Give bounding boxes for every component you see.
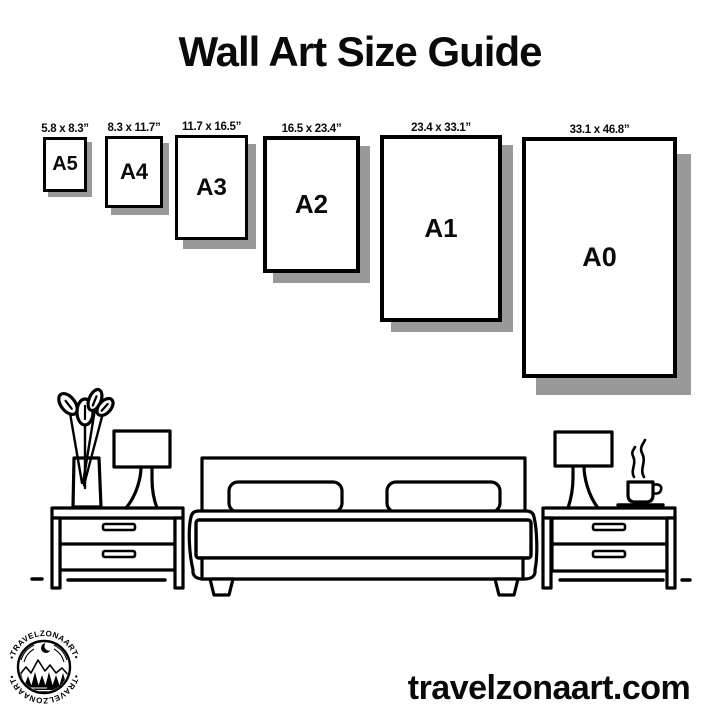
nightstand-leg	[543, 518, 551, 588]
lamp-base	[126, 467, 141, 508]
lamp-shade	[555, 432, 612, 466]
nightstand-right	[543, 508, 675, 588]
cup-body	[628, 482, 653, 502]
lamp-base	[152, 467, 157, 508]
nightstand-leg	[52, 518, 60, 588]
nightstand-leg	[175, 518, 183, 588]
lamp-shade	[114, 431, 170, 467]
frame-dimensions-a4: 8.3 x 11.7”	[107, 122, 161, 134]
lamp-base	[568, 466, 573, 508]
frame-dimensions-a5: 5.8 x 8.3”	[41, 123, 89, 135]
logo-text-bottom: •TRAVELZONAART•	[7, 673, 81, 706]
double-bed	[189, 458, 537, 595]
plant-leaves	[55, 388, 116, 425]
pillow-left	[229, 482, 342, 512]
frame-code-a4: A4	[119, 159, 149, 184]
size-frame-a1	[380, 122, 502, 322]
frame-dimensions-a0: 33.1 x 46.8”	[569, 124, 630, 136]
size-frame-a3	[175, 121, 248, 240]
mattress	[196, 520, 531, 558]
table-lamp-left	[114, 431, 170, 508]
frame-code-a1: A1	[424, 213, 458, 243]
pillow-right	[387, 482, 500, 512]
nightstand-leg	[667, 518, 675, 588]
bed-leg	[210, 579, 233, 595]
logo-text-top: •TRAVELZONAART•	[7, 628, 81, 661]
frame-code-a3: A3	[196, 173, 227, 201]
website-url: travelzonaart.com	[407, 669, 691, 707]
plant-vase	[55, 388, 116, 507]
size-frame-a4	[105, 122, 163, 208]
coffee-cup	[618, 440, 663, 505]
frame-code-a2: A2	[294, 189, 329, 219]
nightstand-left	[52, 508, 183, 588]
frame-dimensions-a3: 11.7 x 16.5”	[181, 121, 242, 133]
steam-icon	[641, 440, 645, 477]
nightstand-top	[52, 508, 183, 518]
steam-icon	[632, 447, 635, 477]
size-frame-a0	[522, 124, 677, 378]
bed-base	[202, 558, 523, 579]
bed-leg	[495, 579, 518, 595]
lamp-base	[584, 466, 598, 508]
frame-code-a5: A5	[52, 153, 78, 175]
frame-code-a0: A0	[582, 242, 617, 272]
frame-dimensions-a1: 23.4 x 33.1”	[411, 122, 471, 134]
table-lamp-right	[555, 432, 612, 508]
size-frame-a2	[263, 123, 360, 273]
brand-logo	[5, 628, 83, 706]
bedroom-illustration	[25, 383, 700, 600]
size-frame-a5	[41, 123, 89, 192]
page-title: Wall Art Size Guide	[178, 28, 542, 75]
frame-dimensions-a2: 16.5 x 23.4”	[281, 123, 342, 135]
nightstand-top	[543, 508, 675, 518]
